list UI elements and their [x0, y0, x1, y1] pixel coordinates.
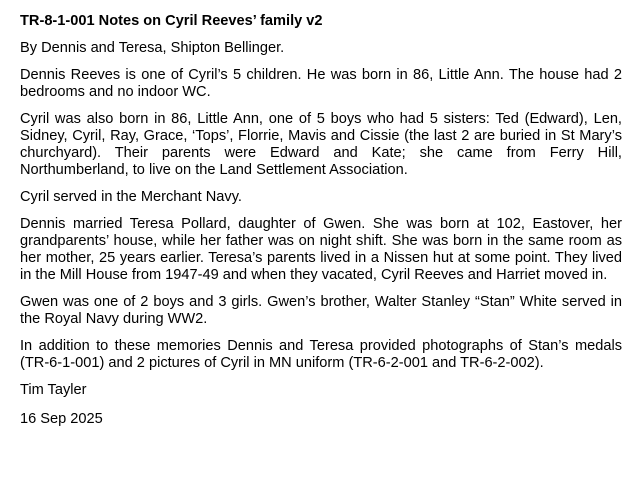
paragraph-cyril-family: Cyril was also born in 86, Little Ann, one of 5 boys who had 5 sisters: Ted (Edward), Len, Sidney, Cyril, Ray, Grace, ‘Tops’, Florrie, Mavis and Cissie (the last 2 are buried in St Mary’s churchyard). Their parents were Edward and Kate; she came from Ferry Hill, Northumberland, to live on the Land Settlement Association. [20, 111, 622, 178]
paragraph-gwen-family: Gwen was one of 2 boys and 3 girls. Gwen’s brother, Walter Stanley “Stan” White served in the Royal Navy during WW2. [20, 294, 622, 327]
byline: By Dennis and Teresa, Shipton Bellinger. [20, 40, 285, 56]
document-title: TR-8-1-001 Notes on Cyril Reeves’ family v2 [20, 13, 323, 29]
paragraph-dennis-reeves: Dennis Reeves is one of Cyril’s 5 children. He was born in 86, Little Ann. The house had 2 bedrooms and no indoor WC. [20, 67, 622, 100]
paragraph-teresa-pollard: Dennis married Teresa Pollard, daughter of Gwen. She was born at 102, Eastover, her grandparents’ house, while her father was on night shift. She was born in the same room as her mother, 25 years earlier. Teresa’s parents lived in a Nissen hut at some point. They lived in the Mill House from 1947-49 and when they vacated, Cyril Reeves and Harriet moved in. [20, 216, 622, 283]
paragraph-photographs: In addition to these memories Dennis and Teresa provided photographs of Stan’s medals (TR-6-1-001) and 2 pictures of Cyril in MN uniform (TR-6-2-001 and TR-6-2-002). [20, 338, 622, 371]
document-page [20, 13, 622, 438]
author-name: Tim Tayler [20, 382, 87, 398]
paragraph-merchant-navy: Cyril served in the Merchant Navy. [20, 189, 242, 205]
document-date: 16 Sep 2025 [20, 411, 103, 427]
